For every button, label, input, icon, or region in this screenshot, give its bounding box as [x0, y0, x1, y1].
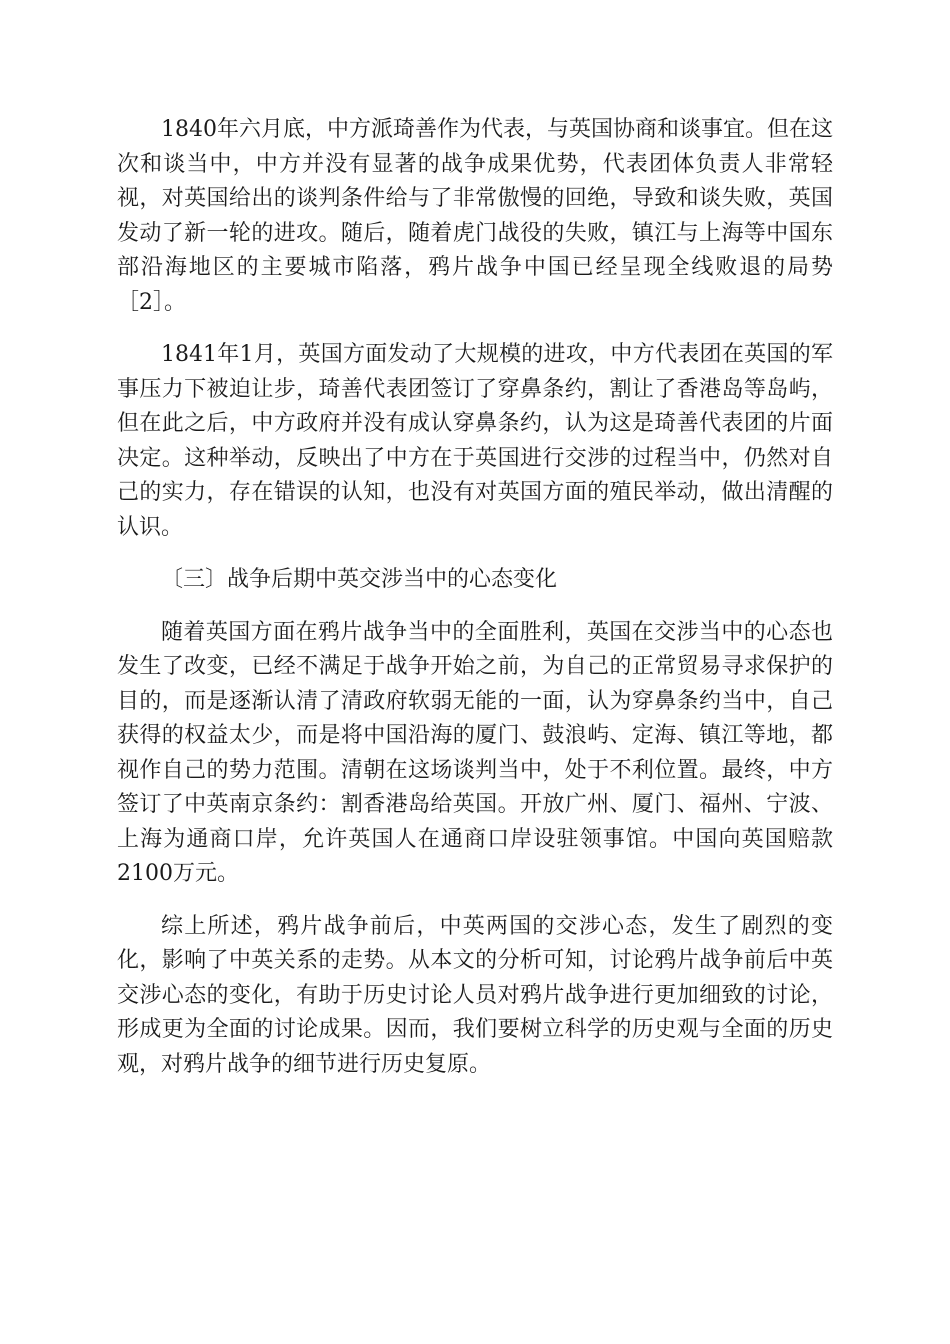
document-body: [117, 113, 833, 1100]
paragraph-nanjing-treaty: 随着英国方面在鸦片战争当中的全面胜利，英国在交涉当中的心态也发生了改变，已经不满足于战争开始之前，为自己的正常贸易寻求保护的目的，而是逐渐认清了清政府软弱无能的一面，认为穿鼻条约当中，自己获得的权益太少，而是将中国沿海的厦门、鼓浪屿、定海、镇江等地，都视作自己的势力范围。清朝在这场谈判当中，处于不利位置。最终，中方签订了中英南京条约：割香港岛给英国。开放广州、厦门、福州、宁波、上海为通商口岸，允许英国人在通商口岸设驻领事馆。中国向英国赔款2100万元。: [117, 619, 833, 886]
paragraph-negotiation-1840: 1840年六月底，中方派琦善作为代表，与英国协商和谈事宜。但在这次和谈当中，中方并没有显著的战争成果优势，代表团体负责人非常轻视，对英国给出的谈判条件给与了非常傲慢的回绝，导致和谈失败，英国发动了新一轮的进攻。随后，随着虎门战役的失败，镇江与上海等中国东部沿海地区的主要城市陷落，鸦片战争中国已经呈现全线败退的局势［2］。: [117, 117, 833, 315]
section-heading-late-war: 〔三〕战争后期中英交涉当中的心态变化: [161, 567, 558, 592]
paragraph-chuanbi-treaty-1841: 1841年1月，英国方面发动了大规模的进攻，中方代表团在英国的军事压力下被迫让步，琦善代表团签订了穿鼻条约，割让了香港岛等岛屿，但在此之后，中方政府并没有成认穿鼻条约，认为这是琦善代表团的片面决定。这种举动，反映出了中方在于英国进行交涉的过程当中，仍然对自己的实力，存在错误的认知，也没有对英国方面的殖民举动，做出清醒的认识。: [117, 342, 833, 540]
paragraph-conclusion: 综上所述，鸦片战争前后，中英两国的交涉心态，发生了剧烈的变化，影响了中英关系的走势。从本文的分析可知，讨论鸦片战争前后中英交涉心态的变化，有助于历史讨论人员对鸦片战争进行更加细致的讨论，形成更为全面的讨论成果。因而，我们要树立科学的历史观与全面的历史观，对鸦片战争的细节进行历史复原。: [117, 913, 833, 1077]
